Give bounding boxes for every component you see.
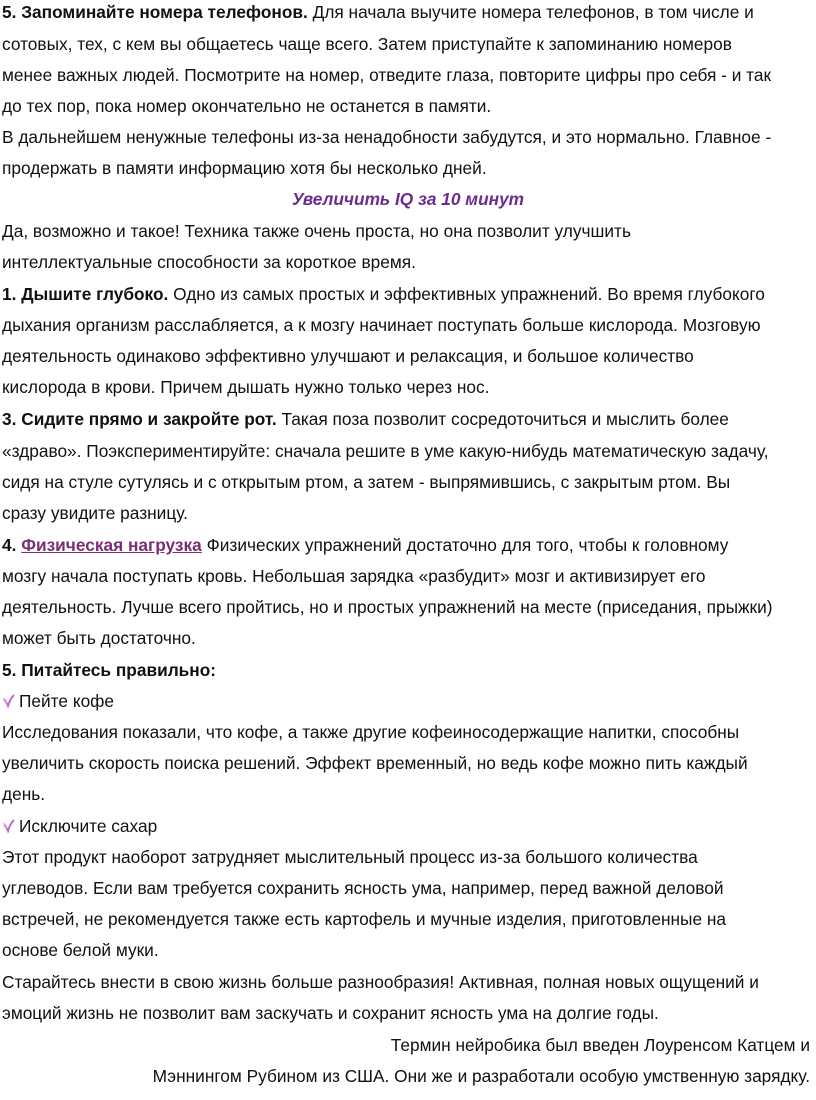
closing-line-4: Мэннингом Рубином из США. Они же и разработали особую умственную зарядку. [152, 1066, 810, 1086]
s4-line-2: мозгу начала поступать кровь. Небольшая зарядка «разбудит» мозг и активизирует его [2, 566, 706, 586]
s3-line-3: сидя на стуле сутулясь и с открытым ртом, а затем - выпрямившись, с закрытым ртом. Вы [2, 472, 731, 492]
coffee-line-2: увеличить скорость поиска решений. Эффект временный, но ведь кофе можно пить каждый [2, 753, 748, 773]
coffee-line-1: Исследования показали, что кофе, а также другие кофеиносодержащие напитки, способны [2, 722, 740, 742]
p5-title: 5. Запоминайте номера телефонов. [2, 2, 308, 22]
sugar-line-4: основе белой муки. [2, 940, 159, 960]
s4-line-4: может быть достаточно. [2, 628, 196, 648]
coffee-line-3: день. [2, 784, 46, 804]
checkmark-bullet-icon [2, 819, 16, 833]
intro-line-1: Да, возможно и такое! Техника также очень проста, но она позволит улучшить [2, 221, 631, 241]
s1-line-4: кислорода в крови. Причем дышать нужно только через нос. [2, 377, 490, 397]
section-heading: Увеличить IQ за 10 минут [291, 189, 525, 209]
s1-line-3: деятельность одинаково эффективно улучшают и релаксация, и большое количество [2, 346, 694, 366]
s1-title: 1. Дышите глубоко. [2, 284, 169, 304]
p5-line-1: 5. Запоминайте номера телефонов. Для начала выучите номера телефонов, в том числе и [2, 2, 754, 22]
s3-line-1: 3. Сидите прямо и закройте рот. Такая поза позволит сосредоточиться и мыслить более [2, 409, 729, 429]
sugar-line-1: Этот продукт наоборот затрудняет мыслительный процесс из-за большого количества [2, 847, 698, 867]
s1-line-1: 1. Дышите глубоко. Одно из самых простых и эффективных упражнений. Во время глубокого [2, 284, 765, 304]
p5-line-3: менее важных людей. Посмотрите на номер, отведите глаза, повторите цифры про себя - и так [2, 65, 772, 85]
s3-line-4: сразу увидите разницу. [2, 503, 188, 523]
physical-activity-link[interactable]: Физическая нагрузка [21, 535, 202, 555]
s3-title: 3. Сидите прямо и закройте рот. [2, 409, 277, 429]
s4-line-3: деятельность. Лучше всего пройтись, но и простых упражнений на месте (приседания, прыжки) [2, 597, 773, 617]
bullet-sugar: Исключите сахар [2, 816, 812, 836]
sugar-line-3: встречей, не рекомендуется также есть картофель и мучные изделия, приготовленные на [2, 909, 727, 929]
closing-line-2: эмоций жизнь не позволит вам заскучать и сохранит ясность ума на долгие годы. [2, 1003, 659, 1023]
p5-line-2: сотовых, тех, с кем вы общаетесь чаще всего. Затем приступайте к запоминанию номеров [2, 34, 732, 54]
s1-line-2: дыхания организм расслабляется, а к мозгу начинает поступать больше кислорода. Мозговую [2, 315, 761, 335]
closing-line-1: Старайтесь внести в свою жизнь больше разнообразия! Активная, полная новых ощущений и [2, 972, 759, 992]
intro-line-2: интеллектуальные способности за короткое время. [2, 252, 416, 272]
s3-line-2: «здраво». Поэкспериментируйте: сначала решите в уме какую-нибудь математическую задачу, [2, 441, 769, 461]
bullet-coffee: Пейте кофе [2, 691, 812, 711]
p5-line-5: В дальнейшем ненужные телефоны из-за ненадобности забудутся, и это нормально. Главное - [2, 127, 772, 147]
closing-line-3: Термин нейробика был введен Лоуренсом Катцем и [390, 1035, 810, 1055]
sugar-line-2: углеводов. Если вам требуется сохранить ясность ума, например, перед важной деловой [2, 878, 724, 898]
s4-line-1: 4. Физическая нагрузка Физических упражнений достаточно для того, чтобы к головному [2, 535, 729, 555]
s5-title: 5. Питайтесь правильно: [2, 660, 217, 680]
checkmark-bullet-icon [2, 694, 16, 708]
p5-line-4: до тех пор, пока номер окончательно не останется в памяти. [2, 96, 492, 116]
p5-line-6: продержать в памяти информацию хотя бы несколько дней. [2, 158, 487, 178]
